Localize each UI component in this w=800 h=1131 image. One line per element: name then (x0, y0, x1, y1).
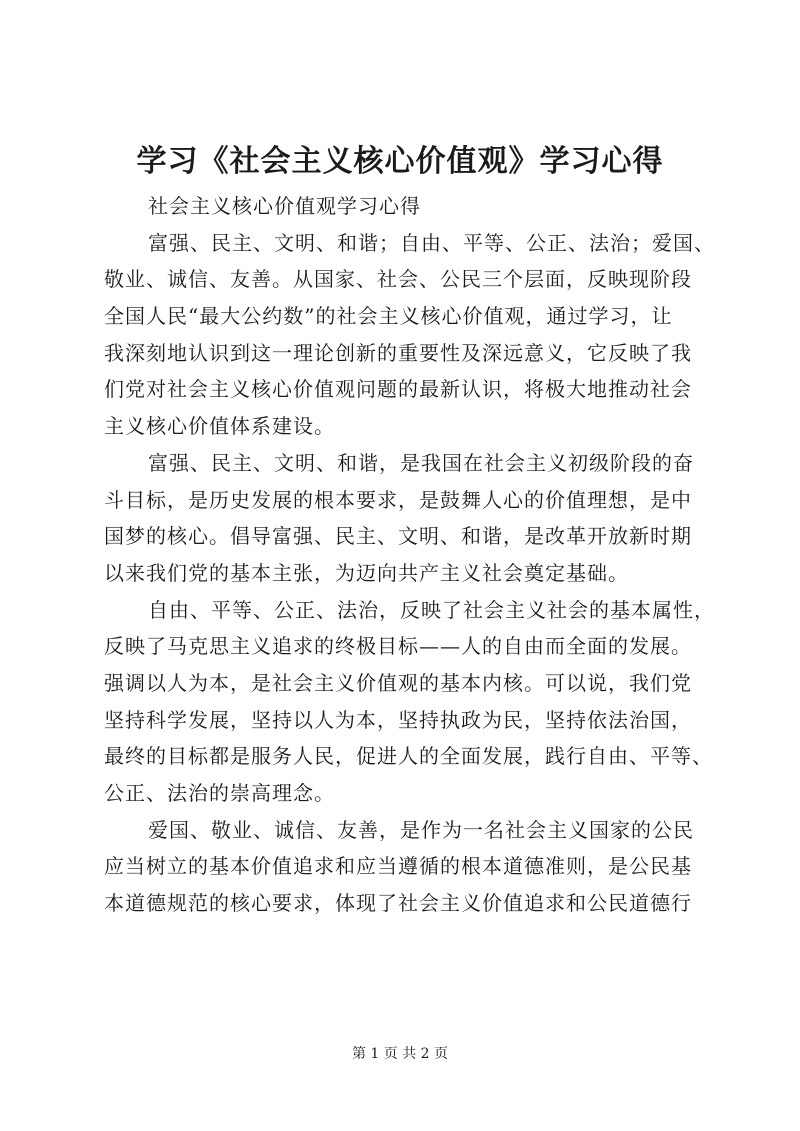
document-body (104, 188, 715, 922)
paragraph-line: 自由、平等、公正、法治，反映了社会主义社会的基本属性， (148, 597, 715, 622)
paragraph-line: 应当树立的基本价值追求和应当遵循的根本道德准则，是公民基 (104, 854, 692, 879)
paragraph-line: 富强、民主、文明、和谐；自由、平等、公正、法治；爱国、 (148, 230, 715, 255)
paragraph-line: 全国人民“最大公约数”的社会主义核心价值观，通过学习，让 (104, 304, 673, 329)
page-number-footer: 第 1 页 共 2 页 (351, 1046, 449, 1062)
paragraph-line: 以来我们党的基本主张，为迈向共产主义社会奠定基础。 (104, 560, 629, 585)
paragraph-1 (104, 225, 715, 445)
paragraph-line: 我深刻地认识到这一理论创新的重要性及深远意义，它反映了我 (104, 340, 692, 365)
paragraph-2 (104, 445, 708, 592)
paragraph-line: 富强、民主、文明、和谐，是我国在社会主义初级阶段的奋 (148, 450, 694, 475)
document-subtitle: 社会主义核心价值观学习心得 (148, 194, 421, 218)
paragraph-line: 公正、法治的崇高理念。 (104, 781, 335, 805)
paragraph-line: 爱国、敬业、诚信、友善，是作为一名社会主义国家的公民 (148, 817, 694, 842)
paragraph-line: 敬业、诚信、友善。从国家、社会、公民三个层面，反映现阶段 (104, 267, 692, 292)
paragraph-line: 最终的目标都是服务人民，促进人的全面发展，践行自由、平等、 (104, 744, 713, 769)
document-title: 学习《社会主义核心价值观》学习心得 (136, 144, 664, 179)
paragraph-3 (104, 592, 715, 812)
paragraph-line: 斗目标，是历史发展的根本要求，是鼓舞人心的价值理想，是中 (104, 487, 692, 512)
paragraph-4 (104, 812, 708, 922)
paragraph-line: 强调以人为本，是社会主义价值观的基本内核。可以说，我们党 (104, 670, 692, 695)
paragraph-line: 主义核心价值体系建设。 (104, 414, 335, 439)
paragraph-line: 坚持科学发展，坚持以人为本，坚持执政为民，坚持依法治国， (104, 707, 692, 732)
paragraph-line: 国梦的核心。倡导富强、民主、文明、和谐，是改革开放新时期 (104, 524, 692, 549)
paragraph-line: 本道德规范的核心要求，体现了社会主义价值追求和公民道德行 (104, 891, 692, 916)
paragraph-line: 反映了马克思主义追求的终极目标——人的自由而全面的发展。 (104, 634, 692, 659)
paragraph-line: 们党对社会主义核心价值观问题的最新认识，将极大地推动社会 (104, 377, 692, 402)
